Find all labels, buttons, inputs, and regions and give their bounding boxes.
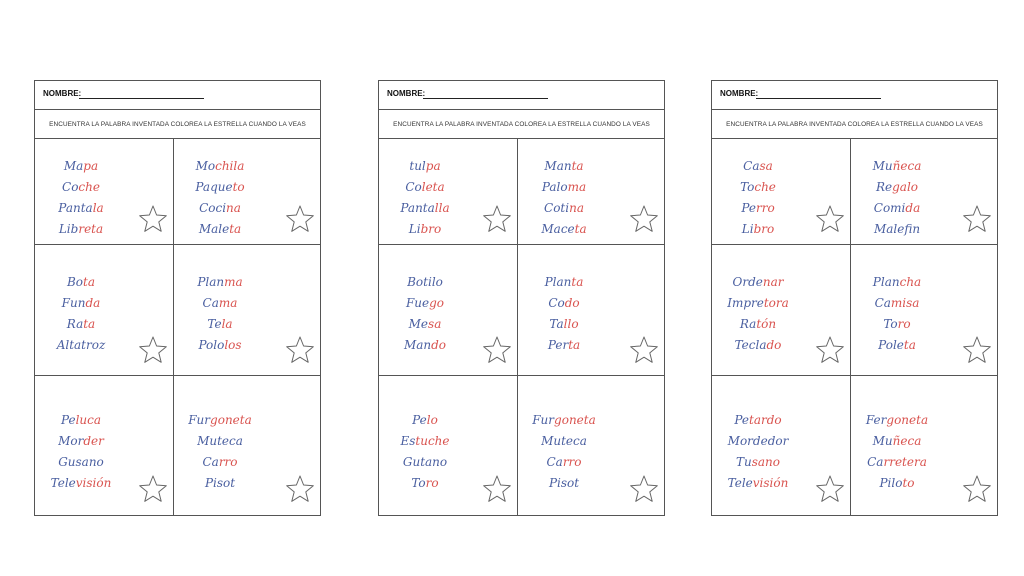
word-item bbox=[174, 177, 266, 198]
name-row bbox=[712, 81, 997, 110]
star-icon[interactable] bbox=[629, 335, 659, 365]
word-part-red: lo bbox=[426, 413, 438, 427]
word-item bbox=[518, 293, 610, 314]
word-item bbox=[518, 156, 610, 177]
word-part-blue: Es bbox=[400, 434, 416, 448]
word-part-red: goneta bbox=[886, 413, 929, 427]
instruction-text: ENCUENTRA LA PALABRA INVENTADA COLOREA LA ESTRELLA CUANDO LA VEAS bbox=[712, 110, 997, 139]
name-write-line[interactable] bbox=[423, 98, 548, 99]
word-part-blue: Polo bbox=[198, 338, 225, 352]
word-item bbox=[712, 272, 804, 293]
star-icon[interactable] bbox=[482, 335, 512, 365]
word-part-blue: Mu bbox=[872, 434, 893, 448]
word-cell bbox=[174, 138, 320, 245]
word-part-red: der bbox=[83, 434, 104, 448]
word-part-blue: Mu bbox=[872, 159, 893, 173]
word-list bbox=[712, 272, 804, 356]
word-list bbox=[712, 410, 804, 494]
word-item bbox=[851, 177, 943, 198]
word-part-red: do bbox=[766, 338, 782, 352]
word-part-red: ta bbox=[568, 338, 581, 352]
word-list bbox=[174, 272, 266, 356]
word-cell bbox=[379, 376, 518, 515]
star-icon[interactable] bbox=[629, 204, 659, 234]
word-part-red: tón bbox=[756, 317, 777, 331]
word-list bbox=[518, 410, 610, 494]
word-part-blue: Fue bbox=[405, 296, 430, 310]
word-cell bbox=[35, 138, 174, 245]
word-part-red: los bbox=[224, 338, 242, 352]
word-part-blue: To bbox=[411, 476, 426, 490]
word-part-blue: Fer bbox=[865, 413, 887, 427]
word-part-red: ñeca bbox=[892, 434, 922, 448]
star-icon[interactable] bbox=[962, 474, 992, 504]
word-item bbox=[379, 431, 471, 452]
word-part-blue: To bbox=[740, 180, 755, 194]
word-item bbox=[174, 335, 266, 356]
word-part-blue: Re bbox=[875, 180, 893, 194]
word-part-blue: tul bbox=[409, 159, 426, 173]
word-part-red: chila bbox=[215, 159, 245, 173]
word-part-red: tora bbox=[763, 296, 789, 310]
word-item bbox=[35, 431, 127, 452]
word-item bbox=[712, 452, 804, 473]
word-part-red: pa bbox=[425, 159, 441, 173]
word-part-red: ta bbox=[574, 222, 587, 236]
word-part-blue: Man bbox=[544, 159, 572, 173]
word-item bbox=[518, 335, 610, 356]
word-part-red: rro bbox=[218, 455, 238, 469]
word-part-blue: Plan bbox=[197, 275, 225, 289]
word-part-red: ta bbox=[571, 159, 584, 173]
word-part-red: rretera bbox=[883, 455, 927, 469]
word-part-blue: Co bbox=[548, 296, 565, 310]
word-item bbox=[851, 335, 943, 356]
name-label: NOMBRE: bbox=[43, 89, 82, 98]
word-part-blue: Per bbox=[547, 338, 569, 352]
name-write-line[interactable] bbox=[756, 98, 881, 99]
word-item bbox=[174, 452, 266, 473]
word-list bbox=[35, 156, 127, 240]
word-list bbox=[851, 272, 943, 356]
word-part-blue: Gutano bbox=[402, 455, 448, 469]
word-item bbox=[35, 452, 127, 473]
word-part-blue: Panta bbox=[400, 201, 435, 215]
word-item bbox=[518, 219, 610, 240]
word-part-blue: Ca bbox=[202, 455, 219, 469]
word-part-red: luca bbox=[75, 413, 102, 427]
word-part-blue: Gusano bbox=[58, 455, 104, 469]
worksheet-3 bbox=[711, 80, 998, 516]
word-part-blue: Malefin bbox=[873, 222, 921, 236]
word-part-blue: Muteca bbox=[197, 434, 243, 448]
word-part-blue: Li bbox=[741, 222, 754, 236]
word-list bbox=[174, 410, 266, 494]
word-item bbox=[379, 219, 471, 240]
word-item bbox=[851, 272, 943, 293]
word-part-red: lla bbox=[434, 201, 450, 215]
word-part-red: rro bbox=[755, 201, 775, 215]
word-cell bbox=[851, 376, 997, 515]
word-part-blue: Ma bbox=[63, 159, 84, 173]
word-cell bbox=[851, 138, 997, 245]
word-list bbox=[379, 272, 471, 356]
word-part-red: llo bbox=[563, 317, 579, 331]
instruction-text: ENCUENTRA LA PALABRA INVENTADA COLOREA LA ESTRELLA CUANDO LA VEAS bbox=[35, 110, 320, 139]
word-item bbox=[379, 473, 471, 494]
word-part-blue: Comi bbox=[873, 201, 906, 215]
word-item bbox=[518, 198, 610, 219]
word-part-red: ro bbox=[425, 476, 439, 490]
word-cell bbox=[851, 245, 997, 376]
word-part-red: ro bbox=[897, 317, 911, 331]
star-icon[interactable] bbox=[138, 474, 168, 504]
name-row bbox=[35, 81, 320, 110]
word-item bbox=[379, 410, 471, 431]
star-icon[interactable] bbox=[629, 474, 659, 504]
word-item bbox=[851, 452, 943, 473]
word-part-red: misa bbox=[890, 296, 920, 310]
word-item bbox=[379, 198, 471, 219]
word-item bbox=[174, 431, 266, 452]
word-item bbox=[712, 293, 804, 314]
word-part-blue: Mor bbox=[58, 434, 84, 448]
word-part-blue: Fur bbox=[532, 413, 555, 427]
word-part-red: la bbox=[92, 201, 104, 215]
word-part-red: to bbox=[902, 476, 915, 490]
word-part-blue: Male bbox=[198, 222, 230, 236]
word-part-red: ma bbox=[224, 275, 243, 289]
word-item bbox=[518, 410, 610, 431]
word-part-blue: Plan bbox=[872, 275, 900, 289]
word-part-red: nar bbox=[762, 275, 784, 289]
word-part-blue: Ra bbox=[66, 317, 84, 331]
word-item bbox=[35, 410, 127, 431]
word-item bbox=[712, 473, 804, 494]
word-part-blue: Pilo bbox=[879, 476, 903, 490]
word-list bbox=[35, 272, 127, 356]
worksheet-2 bbox=[378, 80, 665, 516]
word-item bbox=[174, 219, 266, 240]
word-cell bbox=[712, 138, 851, 245]
star-icon[interactable] bbox=[962, 335, 992, 365]
word-cell bbox=[174, 376, 320, 515]
word-item bbox=[35, 198, 127, 219]
word-part-red: visión bbox=[752, 476, 789, 490]
word-part-red: leta bbox=[421, 180, 445, 194]
word-item bbox=[518, 431, 610, 452]
word-list bbox=[174, 156, 266, 240]
word-part-blue: Mo bbox=[195, 159, 216, 173]
word-part-red: go bbox=[429, 296, 445, 310]
word-part-red: ñeca bbox=[892, 159, 922, 173]
word-part-blue: Plan bbox=[544, 275, 572, 289]
word-part-red: ta bbox=[229, 222, 242, 236]
word-part-blue: Panta bbox=[58, 201, 93, 215]
word-item bbox=[712, 314, 804, 335]
word-part-red: ma bbox=[218, 296, 238, 310]
word-part-red: la bbox=[221, 317, 233, 331]
word-part-red: ta bbox=[83, 317, 96, 331]
word-part-red: reta bbox=[78, 222, 104, 236]
word-item bbox=[35, 473, 127, 494]
word-part-blue: Tecla bbox=[734, 338, 767, 352]
word-item bbox=[518, 177, 610, 198]
word-item bbox=[851, 473, 943, 494]
word-list bbox=[518, 272, 610, 356]
word-grid bbox=[712, 138, 997, 515]
word-part-red: tardo bbox=[749, 413, 782, 427]
word-part-red: na bbox=[226, 201, 241, 215]
star-icon[interactable] bbox=[285, 204, 315, 234]
word-part-blue: Ca bbox=[743, 159, 760, 173]
word-part-red: cha bbox=[899, 275, 922, 289]
word-item bbox=[712, 219, 804, 240]
word-part-red: bro bbox=[753, 222, 775, 236]
star-icon[interactable] bbox=[285, 335, 315, 365]
word-part-blue: Orde bbox=[732, 275, 763, 289]
word-part-blue: Ta bbox=[549, 317, 564, 331]
word-item bbox=[174, 410, 266, 431]
word-part-blue: Pisot bbox=[548, 476, 580, 490]
star-icon[interactable] bbox=[285, 474, 315, 504]
word-cell bbox=[379, 245, 518, 376]
word-part-blue: Fun bbox=[61, 296, 86, 310]
word-grid bbox=[35, 138, 320, 515]
word-part-blue: Coci bbox=[199, 201, 227, 215]
word-cell bbox=[35, 245, 174, 376]
word-cell bbox=[174, 245, 320, 376]
word-item bbox=[518, 473, 610, 494]
word-part-blue: Te bbox=[207, 317, 222, 331]
word-part-blue: Pole bbox=[878, 338, 904, 352]
word-item bbox=[174, 198, 266, 219]
star-icon[interactable] bbox=[482, 474, 512, 504]
star-icon[interactable] bbox=[138, 204, 168, 234]
word-list bbox=[379, 156, 471, 240]
word-part-red: ma bbox=[567, 180, 587, 194]
word-part-blue: Pe bbox=[412, 413, 427, 427]
word-item bbox=[851, 431, 943, 452]
word-item bbox=[851, 156, 943, 177]
word-part-red: rro bbox=[562, 455, 582, 469]
word-item bbox=[379, 293, 471, 314]
word-part-red: sano bbox=[751, 455, 780, 469]
word-cell bbox=[518, 245, 664, 376]
word-part-blue: Altatroz bbox=[56, 338, 106, 352]
word-part-blue: Co bbox=[405, 180, 422, 194]
word-item bbox=[174, 156, 266, 177]
word-item bbox=[851, 198, 943, 219]
word-part-red: da bbox=[905, 201, 921, 215]
word-item bbox=[851, 314, 943, 335]
word-part-blue: Pe bbox=[734, 413, 749, 427]
word-item bbox=[379, 314, 471, 335]
word-part-blue: Ca bbox=[546, 455, 563, 469]
word-item bbox=[379, 335, 471, 356]
name-label: NOMBRE: bbox=[387, 89, 426, 98]
word-item bbox=[174, 293, 266, 314]
word-part-blue: Co bbox=[62, 180, 79, 194]
word-part-blue: Ra bbox=[739, 317, 757, 331]
word-cell bbox=[518, 376, 664, 515]
word-item bbox=[851, 410, 943, 431]
word-part-red: pa bbox=[83, 159, 99, 173]
word-list bbox=[712, 156, 804, 240]
word-part-blue: Botilo bbox=[407, 275, 443, 289]
star-icon[interactable] bbox=[482, 204, 512, 234]
word-part-blue: Me bbox=[408, 317, 429, 331]
word-part-red: na bbox=[569, 201, 584, 215]
word-part-blue: Pisot bbox=[204, 476, 236, 490]
word-part-blue: Ca bbox=[874, 296, 891, 310]
word-part-red: do bbox=[564, 296, 580, 310]
star-icon[interactable] bbox=[815, 335, 845, 365]
word-part-blue: Impre bbox=[727, 296, 764, 310]
word-part-red: che bbox=[78, 180, 100, 194]
word-part-red: da bbox=[85, 296, 101, 310]
word-item bbox=[851, 219, 943, 240]
word-part-red: ta bbox=[571, 275, 584, 289]
word-part-blue: Tele bbox=[727, 476, 753, 490]
word-part-blue: Bo bbox=[66, 275, 84, 289]
word-part-blue: Lib bbox=[58, 222, 79, 236]
word-cell bbox=[712, 245, 851, 376]
word-part-red: visión bbox=[75, 476, 112, 490]
word-cell bbox=[712, 376, 851, 515]
star-icon[interactable] bbox=[815, 474, 845, 504]
word-item bbox=[518, 314, 610, 335]
word-part-blue: Li bbox=[408, 222, 421, 236]
word-item bbox=[174, 272, 266, 293]
word-item bbox=[712, 177, 804, 198]
word-list bbox=[851, 156, 943, 240]
word-item bbox=[174, 473, 266, 494]
word-part-blue: Pe bbox=[741, 201, 756, 215]
word-part-blue: Mordedor bbox=[727, 434, 789, 448]
word-part-blue: Pe bbox=[60, 413, 76, 427]
word-item bbox=[518, 452, 610, 473]
word-cell bbox=[379, 138, 518, 245]
word-part-blue: Man bbox=[403, 338, 432, 352]
name-write-line[interactable] bbox=[79, 98, 204, 99]
word-cell bbox=[518, 138, 664, 245]
word-part-blue: Fur bbox=[188, 413, 211, 427]
word-item bbox=[712, 431, 804, 452]
word-part-red: to bbox=[232, 180, 245, 194]
word-list bbox=[35, 410, 127, 494]
word-item bbox=[851, 293, 943, 314]
word-item bbox=[35, 177, 127, 198]
word-item bbox=[35, 272, 127, 293]
word-part-blue: Tu bbox=[736, 455, 752, 469]
word-part-red: goneta bbox=[554, 413, 596, 427]
word-part-red: bro bbox=[420, 222, 442, 236]
instruction-text: ENCUENTRA LA PALABRA INVENTADA COLOREA LA ESTRELLA CUANDO LA VEAS bbox=[379, 110, 664, 139]
word-item bbox=[35, 314, 127, 335]
name-label: NOMBRE: bbox=[720, 89, 759, 98]
word-part-blue: To bbox=[883, 317, 898, 331]
word-part-red: sa bbox=[428, 317, 442, 331]
word-item bbox=[712, 410, 804, 431]
word-item bbox=[35, 293, 127, 314]
name-row bbox=[379, 81, 664, 110]
word-part-blue: Mace bbox=[541, 222, 575, 236]
word-item bbox=[35, 219, 127, 240]
word-item bbox=[379, 156, 471, 177]
word-item bbox=[379, 177, 471, 198]
word-part-blue: Coti bbox=[544, 201, 570, 215]
word-part-red: do bbox=[431, 338, 447, 352]
word-item bbox=[35, 156, 127, 177]
word-part-blue: Tele bbox=[50, 476, 76, 490]
word-part-red: tuche bbox=[415, 434, 450, 448]
word-part-red: galo bbox=[892, 180, 919, 194]
word-list bbox=[518, 156, 610, 240]
star-icon[interactable] bbox=[138, 335, 168, 365]
word-item bbox=[379, 272, 471, 293]
word-item bbox=[379, 452, 471, 473]
word-part-red: goneta bbox=[210, 413, 252, 427]
word-item bbox=[712, 198, 804, 219]
star-icon[interactable] bbox=[962, 204, 992, 234]
word-item bbox=[518, 272, 610, 293]
word-list bbox=[379, 410, 471, 494]
word-part-blue: Muteca bbox=[541, 434, 587, 448]
worksheet-1 bbox=[34, 80, 321, 516]
word-part-red: ta bbox=[903, 338, 916, 352]
word-item bbox=[174, 314, 266, 335]
word-item bbox=[712, 156, 804, 177]
word-list bbox=[851, 410, 943, 494]
word-part-blue: Ca bbox=[202, 296, 219, 310]
word-part-blue: Palo bbox=[541, 180, 568, 194]
word-item bbox=[35, 335, 127, 356]
word-part-red: che bbox=[754, 180, 776, 194]
word-part-blue: Paque bbox=[195, 180, 233, 194]
word-part-blue: Ca bbox=[867, 455, 884, 469]
word-grid bbox=[379, 138, 664, 515]
word-item bbox=[712, 335, 804, 356]
word-part-red: ta bbox=[83, 275, 96, 289]
word-cell bbox=[35, 376, 174, 515]
word-part-red: sa bbox=[759, 159, 773, 173]
star-icon[interactable] bbox=[815, 204, 845, 234]
